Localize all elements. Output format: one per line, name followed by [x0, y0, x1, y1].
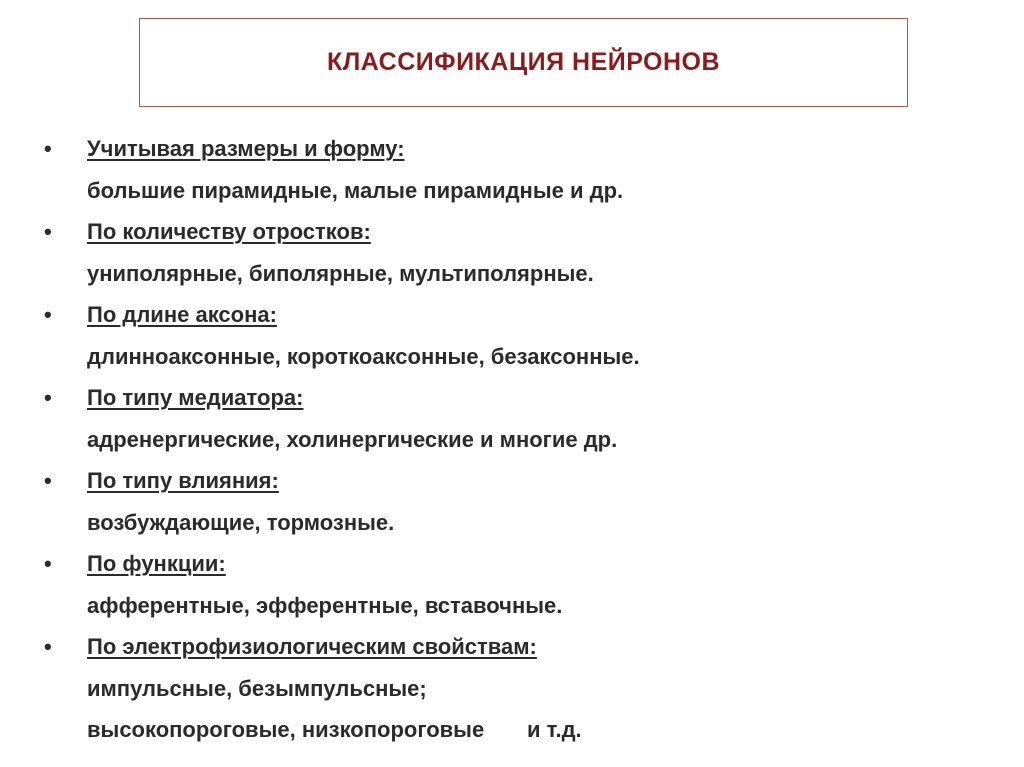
list-item — [44, 128, 1004, 211]
item-heading: По длине аксона: — [87, 302, 277, 327]
list-item — [44, 460, 1004, 543]
item-text: адренергические, холинергические и многие др. — [87, 426, 618, 452]
bullet-icon: • — [44, 634, 52, 659]
item-text: длинноаксонные, короткоаксонные, безаксонные. — [87, 343, 640, 369]
item-heading: По функции: — [87, 551, 226, 576]
item-text: униполярные, биполярные, мультиполярные. — [87, 260, 594, 286]
item-heading: Учитывая размеры и форму: — [87, 136, 405, 161]
item-text: афферентные, эфферентные, вставочные. — [87, 592, 563, 618]
list-item — [44, 377, 1004, 460]
item-text: высокопороговые, низкопороговые и т.д. — [87, 717, 582, 742]
item-heading: По типу медиатора: — [87, 385, 304, 410]
bullet-icon: • — [44, 551, 52, 576]
list-item — [44, 626, 1004, 751]
classification-list — [44, 128, 1004, 751]
bullet-icon: • — [44, 385, 52, 410]
page-title: КЛАССИФИКАЦИЯ НЕЙРОНОВ — [326, 48, 721, 76]
item-heading: По электрофизиологическим свойствам: — [87, 634, 537, 659]
item-text: импульсные, безымпульсные; — [87, 675, 427, 701]
list-item — [44, 294, 1004, 377]
list-item — [44, 211, 1004, 294]
bullet-icon: • — [44, 302, 52, 327]
bullet-icon: • — [44, 468, 52, 493]
item-text: возбуждающие, тормозные. — [87, 509, 395, 535]
item-heading: По типу влияния: — [87, 468, 279, 493]
bullet-icon: • — [44, 136, 52, 161]
bullet-icon: • — [44, 219, 52, 244]
title-box — [139, 18, 908, 107]
list-item — [44, 543, 1004, 626]
item-text: большие пирамидные, малые пирамидные и др. — [87, 177, 624, 203]
item-heading: По количеству отростков: — [87, 219, 371, 244]
